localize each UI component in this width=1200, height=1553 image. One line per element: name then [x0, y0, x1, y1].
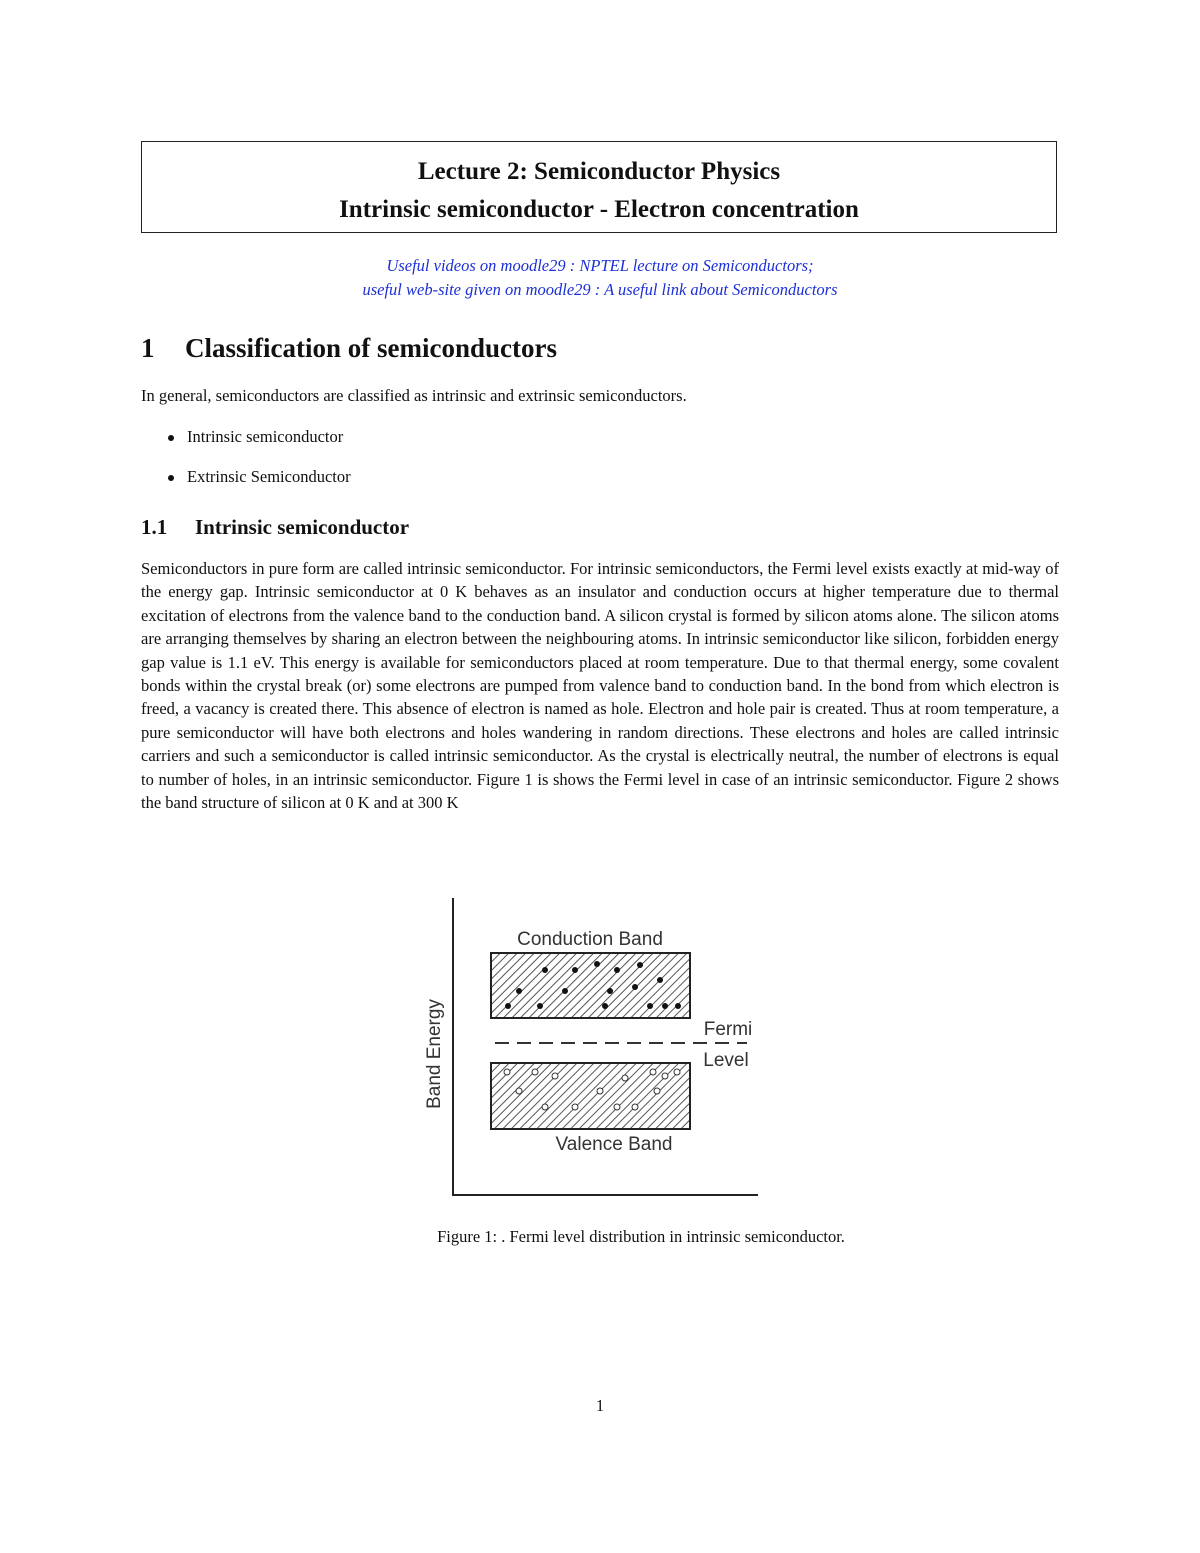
bullet-icon	[168, 435, 174, 441]
section-heading	[141, 333, 557, 364]
conduction-band	[491, 953, 690, 1018]
page-number: 1	[595, 1396, 605, 1415]
bullet-list	[168, 425, 351, 505]
level-label: Level	[703, 1050, 749, 1071]
title-box	[141, 141, 1057, 233]
subsection-heading	[141, 515, 409, 540]
valence-band-label: Valence Band	[555, 1134, 673, 1155]
videos-link[interactable]: Useful videos on moodle29 : NPTEL lecture on Semiconductors;	[386, 256, 814, 275]
conduction-band-label: Conduction Band	[517, 929, 663, 950]
website-link[interactable]: useful web-site given on moodle29 : A useful link about Semiconductors	[362, 280, 838, 299]
band-diagram-figure	[395, 888, 795, 1208]
section-title: Classification of semiconductors	[185, 333, 557, 363]
list-item: Extrinsic Semiconductor	[168, 465, 351, 505]
lecture-subtitle: Intrinsic semiconductor - Electron concentration	[339, 196, 859, 223]
fermi-label: Fermi	[703, 1019, 753, 1040]
subsection-title: Intrinsic semiconductor	[195, 515, 410, 539]
valence-band	[491, 1063, 690, 1129]
bullet-icon	[168, 475, 174, 481]
body-paragraph: Semiconductors in pure form are called intrinsic semiconductor. For intrinsic semiconductors, the Fermi level exists exactly at mid-way of the energy gap. Intrinsic semiconductor at 0 K behaves as an insulator and conduction occurs at higher temperature due to thermal excitation of electrons from the valence band to the conduction band. A silicon crystal is formed by silicon atoms alone. The silicon atoms are arranging themselves by sharing an electron between the neighbouring atoms. In intrinsic semiconductor like silicon, forbidden energy gap value is 1.1 eV. This energy is available for semiconductors placed at room temperature. Due to that thermal energy, some covalent bonds within the crystal break (or) some electrons are pumped from valence band to conduction band. In the bond from which electron is freed, a vacancy is created there. This absence of electron is named as hole. Electron and hole pair is created. Thus at room temperature, a pure semiconductor will have both electrons and holes wandering in random directions. These electrons and holes are called intrinsic carriers and such a semiconductor is called intrinsic semiconductor. As the crystal is electrically neutral, the number of electrons is equal to number of holes, in an intrinsic semiconductor. Figure 1 is shows the Fermi level in case of an intrinsic semiconductor. Figure 2 shows the band structure of silicon at 0 K and at 300 K	[141, 559, 1059, 813]
subsection-number: 1.1	[141, 515, 168, 539]
list-item: Intrinsic semiconductor	[168, 425, 351, 465]
figure-caption: Figure 1: . Fermi level distribution in intrinsic semiconductor.	[437, 1227, 845, 1246]
useful-links	[141, 254, 1059, 302]
intro-paragraph: In general, semiconductors are classified as intrinsic and extrinsic semiconductors.	[141, 386, 687, 405]
lecture-title: Lecture 2: Semiconductor Physics	[417, 158, 781, 185]
section-number: 1	[141, 333, 155, 363]
band-energy-label: Band Energy	[424, 999, 445, 1109]
